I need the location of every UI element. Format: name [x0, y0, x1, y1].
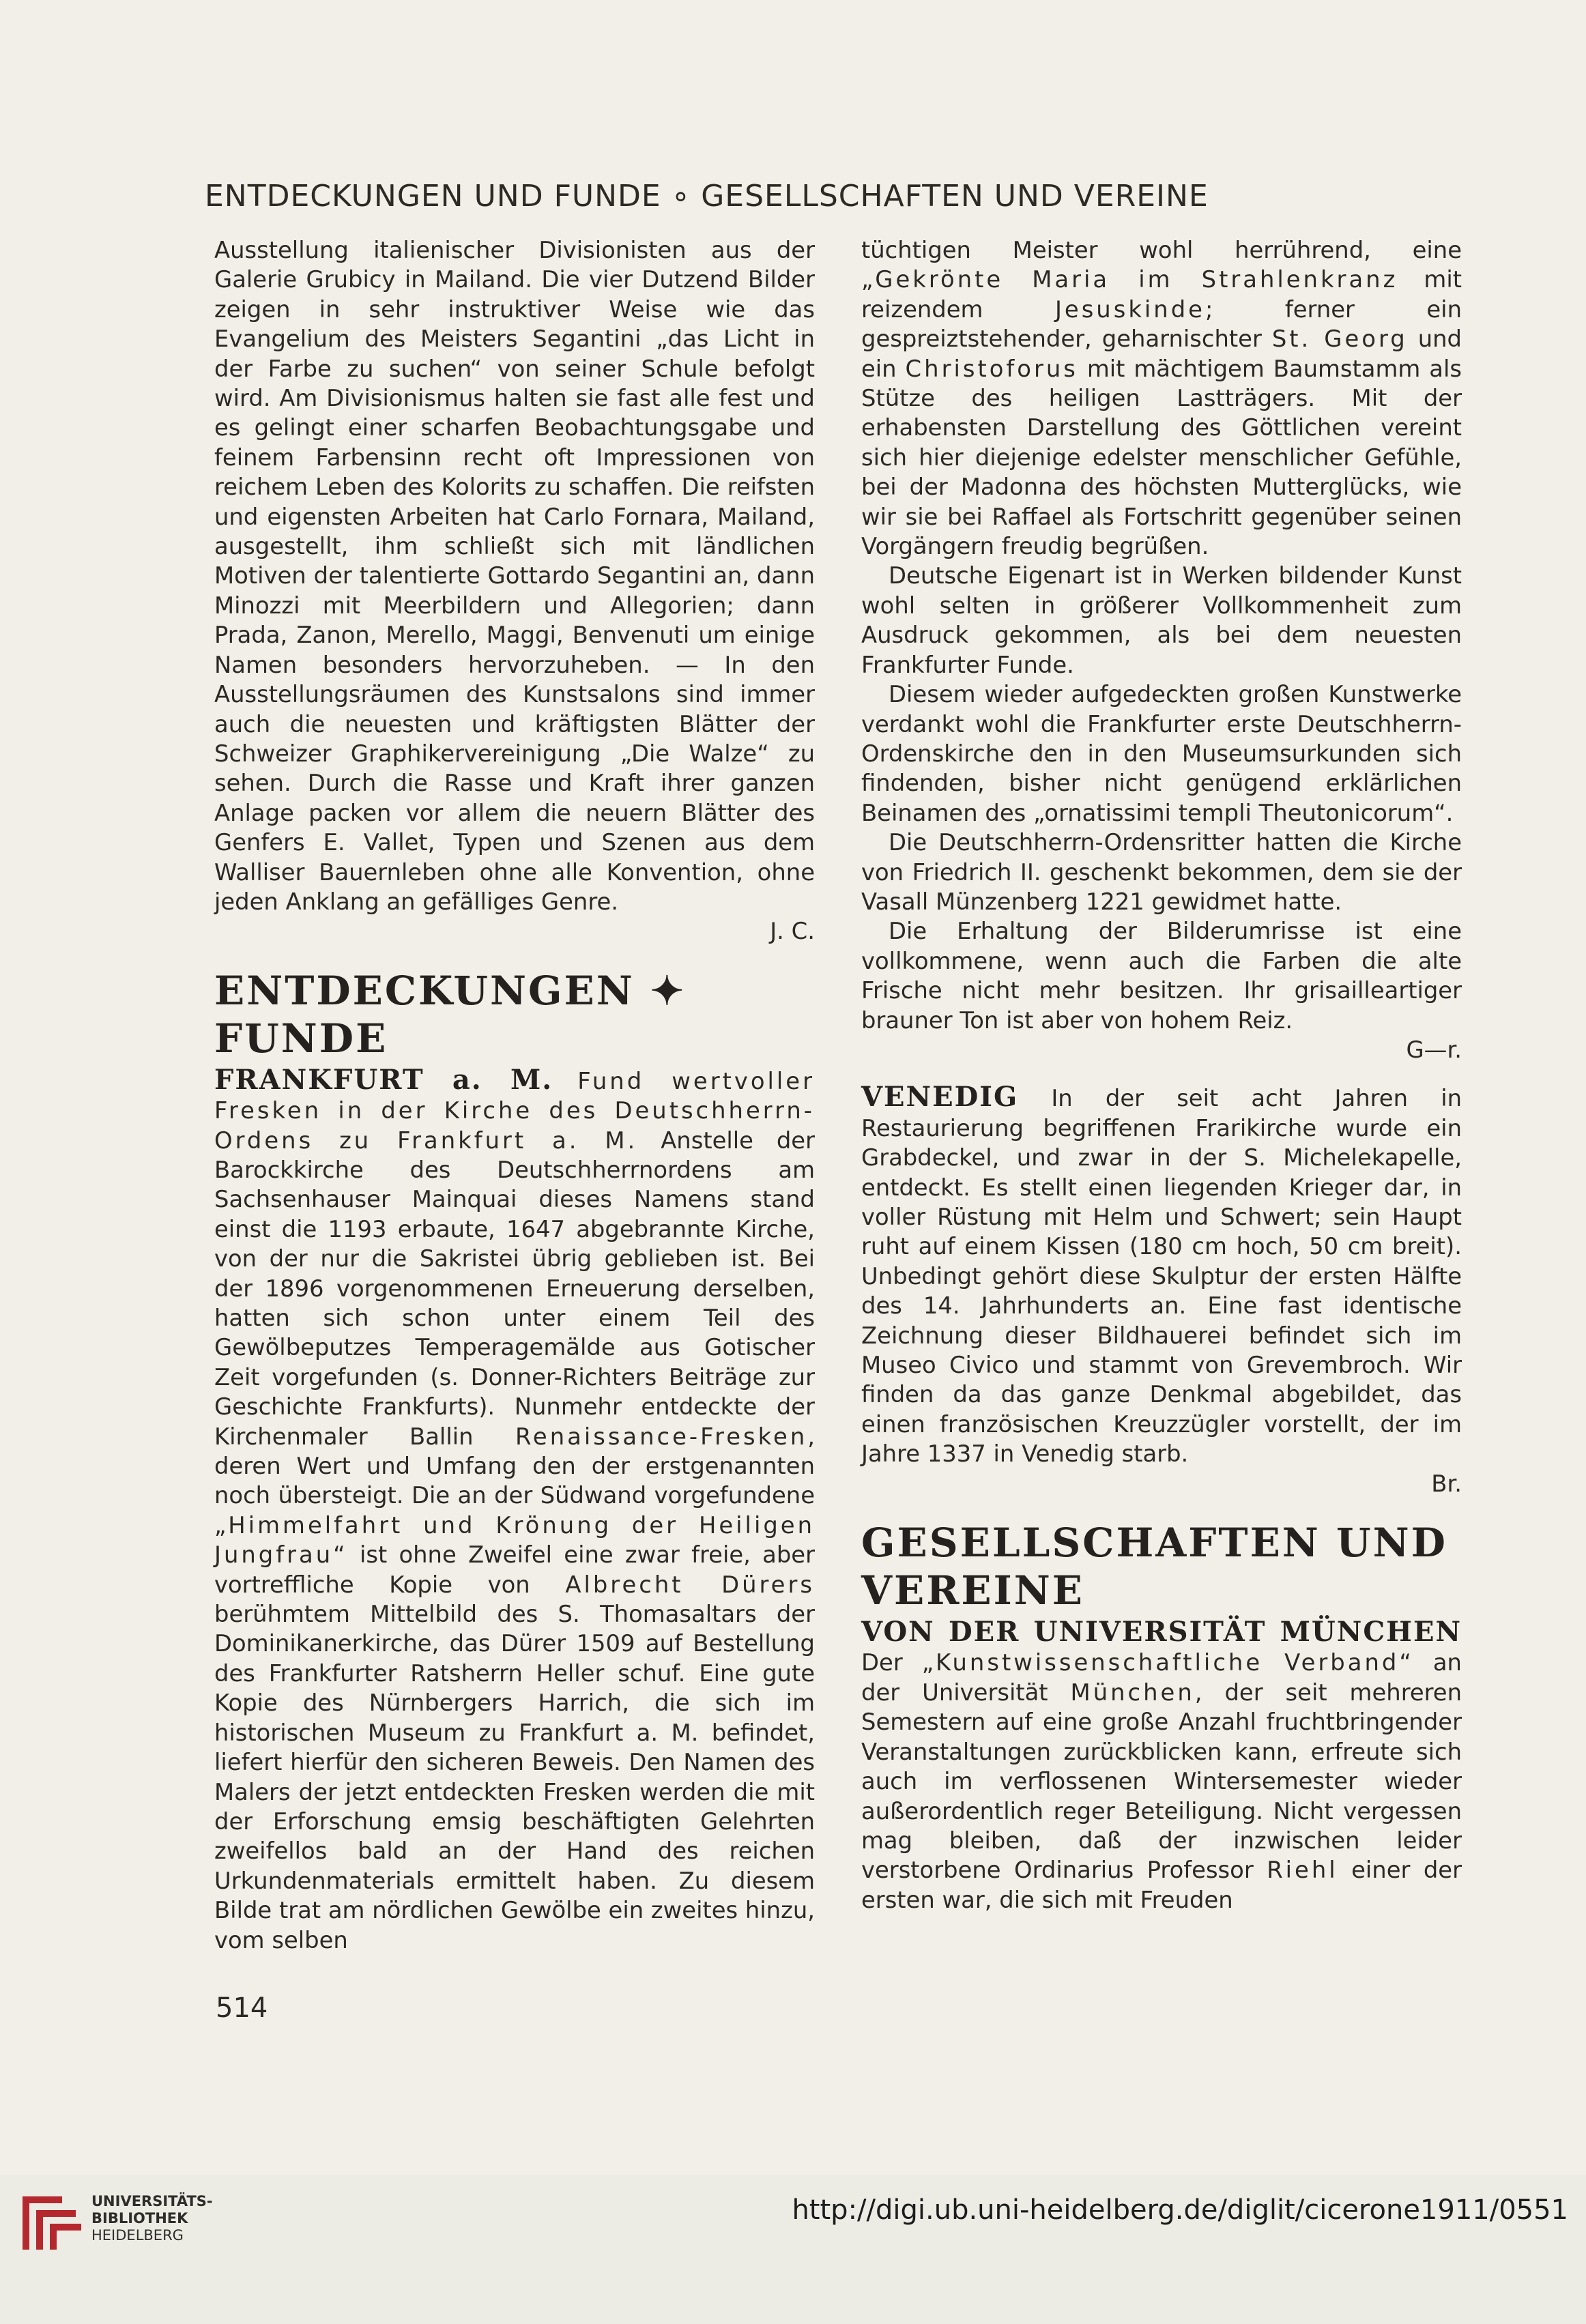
right-column — [861, 235, 1462, 1915]
signature-gr: G—r. — [1406, 1036, 1462, 1063]
source-url-link[interactable]: http://digi.ub.uni-heidelberg.de/diglit/cicerone1911/0551 — [792, 2194, 1568, 2226]
lead-venedig: VENEDIG — [861, 1081, 1019, 1114]
paragraph-fresken-beschreibung: tüchtigen Meister wohl herrührend, eine „Gekrönte Maria im Strahlenkranz mit reizendem Jesuskinde; ferner ein gespreiztstehender, geharnischter St. Georg und ein Christoforus mit mächtigem Baumstamm als Stütze des heiligen Lastträgers. Mit der erhabensten Darstellung des Göttlichen vereint sich hier diejenige edelster menschlicher Gefühle, bei der Madonna des höchsten Mutterglücks, wie wir sie bei Raffael als Fortschritt gegenüber seinen Vorgängern freudig begrüßen. — [861, 237, 1462, 560]
paragraph-divisionisten: Ausstellung italienischer Divisionisten aus der Galerie Grubicy in Mailand. Die vier Dutzend Bilder zeigen in sehr instruktiver Weise wie das Evangelium des Meisters Segantini „das Licht in der Farbe zu suchen“ von seiner Schule befolgt wird. Am Divisionismus halten sie fast alle fest und es gelingt einer scharfen Beobachtungsgabe und feinem Farbensinn recht oft Impressionen von reichem Leben des Kolorits zu schaffen. Die reifsten und eigensten Arbeiten hat Carlo Fornara, Mailand, ausgestellt, ihm schließt sich mit ländlichen Motiven der talentierte Gottardo Segantini an, dann Minozzi mit Meerbildern und Allegorien; dann Prada, Zanon, Merello, Maggi, Benvenuti um einige Namen besonders hervorzuheben. — In den Ausstellungsräumen des Kunstsalons sind immer auch die neuesten und kräftigsten Blätter der Schweizer Graphikervereinigung „Die Walze“ zu sehen. Durch die Rasse und Kraft ihrer ganzen Anlage packen vor allem die neuern Blätter des Genfers E. Vallet, Typen und Szenen aus dem Walliser Bauernleben ohne alle Konvention, ohne jeden Anklang an gefälliges Genre. J. C. — [214, 235, 815, 946]
library-name: UNIVERSITÄTS- BIBLIOTHEK HEIDELBERG — [91, 2193, 213, 2243]
left-column — [214, 235, 815, 1955]
signature-jc: J. C. — [770, 918, 815, 945]
signature-br: Br. — [1431, 1470, 1462, 1497]
paragraph-muenchen: VON DER UNIVERSITÄT MÜNCHEN Der „Kunstwissenschaftliche Verband“ an der Universität München, der seit mehreren Semestern auf eine große Anzahl fruchtbringender Veranstaltungen zurückblicken kann, erfreute sich auch im verflossenen Wintersemester wieder außerordentlich reger Beteiligung. Nicht vergessen mag bleiben, daß der inzwischen leider verstorbene Ordinarius Professor Riehl einer der ersten war, die sich mit Freuden — [861, 1616, 1462, 1913]
lead-frankfurt: FRANKFURT a. M. — [214, 1063, 553, 1096]
paragraph-frankfurt: FRANKFURT a. M. Fund wertvoller Fresken in der Kirche des Deutschherrn-Ordens zu Frankfurt a. M. Anstelle der Barockkirche des Deutschherrnordens am Sachsenhauser Mainquai dieses Namens stand einst die 1193 erbaute, 1647 abgebrannte Kirche, von der nur die Sakristei übrig geblieben ist. Bei der 1896 vorgenommenen Erneuerung derselben, hatten sich schon unter einem Teil des Gewölbeputzes Temperagemälde aus Gotischer Zeit vorgefunden (s. Donner-Richters Beiträge zur Geschichte Frankfurts). Nunmehr entdeckte der Kirchenmaler Ballin Renaissance-Fresken, deren Wert und Umfang den der erstgenannten noch übersteigt. Die an der Südwand vorgefundene „Himmelfahrt und Krönung der Heiligen Jungfrau“ ist ohne Zweifel eine zwar freie, aber vortreffliche Kopie von Albrecht Dürers berühmtem Mittelbild des S. Thomasaltars der Dominikanerkirche, das Dürer 1509 auf Bestellung des Frankfurter Ratsherrn Heller schuf. Eine gute Kopie des Nürnbergers Harrich, die sich im historischen Museum zu Frankfurt a. M. befindet, liefert hierfür den sicheren Beweis. Den Namen des Malers der jetzt entdeckten Fresken werden die mit der Erforschung emsig beschäftigten Gelehrten zweifellos bald an der Hand des reichen Urkundenmaterials ermittelt haben. Zu diesem Bilde trat am nördlichen Gewölbe ein zweites hinzu, vom selben — [214, 1063, 815, 1953]
lead-muenchen: VON DER UNIVERSITÄT MÜNCHEN — [861, 1616, 1462, 1648]
running-head: ENTDECKUNGEN UND FUNDE ∘ GESELLSCHAFTEN UND VEREINE — [205, 179, 1209, 214]
paragraph-deutsche-eigenart: Deutsche Eigenart ist in Werken bildender Kunst wohl selten in größerer Vollkommenheit zum Ausdruck gekommen, als bei dem neuesten Frankfurter Funde. — [861, 562, 1462, 678]
paragraph-venedig: VENEDIG In der seit acht Jahren in Restaurierung begriffenen Frarikirche wurde ein Grabdeckel, und zwar in der S. Michelekapelle, entdeckt. Es stellt einen liegenden Krieger dar, in voller Rüstung mit Helm und Schwert; sein Haupt ruht auf einem Kissen (180 cm hoch, 50 cm breit). Unbedingt gehört diese Skulptur der ersten Hälfte des 14. Jahrhunderts an. Eine fast identische Zeichnung dieser Bildhauerei befindet sich im Museo Civico und stammt von Grevembroch. Wir finden da das ganze Denkmal abgebildet, das einen französischen Kreuzzügler vorstellt, der im Jahre 1337 in Venedig starb. Br. — [861, 1082, 1462, 1498]
page-number: 514 — [216, 1992, 268, 2024]
heading-gesellschaften-vereine: GESELLSCHAFTEN UND VEREINE — [861, 1520, 1447, 1614]
heading-entdeckungen-funde: ENTDECKUNGEN ✦ FUNDE — [214, 967, 686, 1062]
paragraph-kunstwerk: Diesem wieder aufgedeckten großen Kunstwerke verdankt wohl die Frankfurter erste Deutschherrn-Ordenskirche den in den Museumsurkunden sich findenden, bisher nicht genügend erklärlichen Beinamen des „ornatissimi templi Theutonicorum“. — [861, 681, 1462, 826]
paragraph-erhaltung: Die Erhaltung der Bilderumrisse ist eine vollkommene, wenn auch die Farben die alte Frische nicht mehr besitzen. Ihr grisailleartiger brauner Ton ist aber von hohem Reiz. G—r. — [861, 916, 1462, 1064]
ub-heidelberg-logo-icon — [10, 2183, 86, 2256]
paragraph-ordensritter: Die Deutschherrn-Ordensritter hatten die Kirche von Friedrich II. geschenkt bekommen, dem sie der Vasall Münzenberg 1221 gewidmet hatte. — [861, 829, 1462, 915]
